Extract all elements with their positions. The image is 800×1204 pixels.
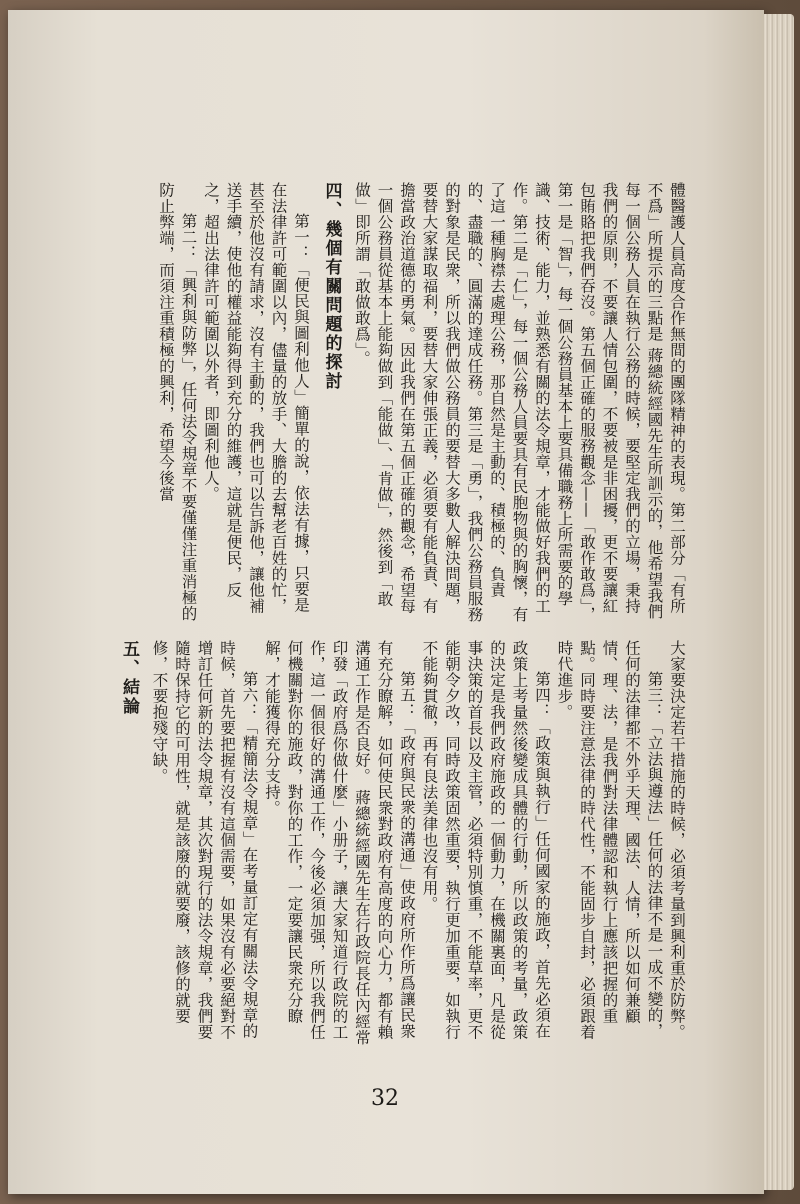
paragraph-lower-2: 第三：「立法與遵法」任何的法律不是一成不變的，任何的法律都不外乎天理、國法、人情，所以如何兼顧情、理、法，是我們對法律體認和執行上應該把握的重點。同時要注意法律的時代性，不能固步自封，必須跟着時代進步。 [555,640,664,1040]
section-heading-5: 五、結論 [119,640,139,716]
lower-text-block [88,640,688,1052]
paragraph-upper-3: 第二：「興利與防弊」，任何法令規章不要僅僅注重消極的防止弊端，而須注重積極的興利，希望今後當 [157,182,198,622]
paragraph-lower-4: 第五：「政府與民衆的溝通」使政府所作所爲讓民衆有充分瞭解，如何使民衆對政府有高度的向心力，都有賴溝通工作是否良好。 蔣總統經國先生在行政院長任內經常印發「政府爲你做什麼」小册子，讓大家知道行政院的工作，這一個很好的溝通工作，今後必須加强，所以我們任何機關對你的施政，對你的工作，一定要讓民衆充分瞭解，才能獲得充分支持。 [263,640,416,1046]
section-heading-4: 四、幾個有關問題的探討 [321,182,342,391]
paragraph-lower-5: 第六：「精簡法令規章」在考量訂定有關法令規章的時候，首先要把握有沒有這個需要，如果沒有必要絕對不增訂任何新的法令規章，其次對現行的法令規章，我們要隨時保持它的可用性，就是該廢的就要廢，該修的就要修，不要抱殘守缺。 [150,640,259,1040]
paragraph-lower-1: 大家要決定若干措施的時候，必須考量到興利重於防弊。 [668,640,686,1040]
paragraph-lower-3: 第四：「政策與執行」任何國家的施政，首先必須在政策上考量然後變成具體的行動，所以政策的考量，政策的決定是我們政府施政的一個動力，在機關裏面，凡是從事決策的首長以及主管，必須特別慎重，不能草率，更不能朝令夕改，同時政策固然重要，執行更加重要，如執行不能夠貫徹，再有良法美律也沒有用。 [420,640,551,1040]
page-edges [764,14,794,1190]
upper-text-block [72,182,688,626]
paragraph-upper-1: 體醫護人員高度合作無間的團隊精神的表現。第二部分「有所不爲」所提示的三點是 蔣總統經國先生所訓示的，他希望我們每一個公務人員在執行公務的時候，要堅定我們的立場，秉持我們的原則，不要讓人情包圍，不要被是非困擾，更不要讓紅包賄賂把我們吞沒。第五個正確的服務觀念——「敢作敢爲」，第一是「智」，每一個公務員基本上要具備職務上所需要的學識、技術、能力，並熟悉有關的法令規章，才能做好我們的工作。第二是「仁」，每一個公務人員要具有民胞物與的胸懷，有了這一種胸襟去處理公務，那自然是主動的、積極的、負責的、盡職的、圓滿的達成任務。第三是「勇」，我們公務員服務的對象是民衆，所以我們做公務員的要替大多數人解決問題，要替大家謀取福利，要替大家伸張正義，必須要有能負責、有擔當政治道德的勇氣。因此我們在第五個正確的觀念，希望每一個公務員從基本上能夠做到「能做」、「肯做」，然後到「敢做」即所謂「敢做敢爲」。 [353,182,686,623]
paragraph-upper-2: 第一：「便民與圖利他人」簡單的說，依法有據，只要是在法律許可範圍以內，儘量的放手、大膽的去幫老百姓的忙，甚至於他沒有請求，沒有主動的，我們也可以告訴他，讓他補送手續，使他的權益能夠得到充分的維護，這就是便民，反之，超出法律許可範圍以外者，即圖利他人。 [202,182,310,614]
page-number: 32 [371,1086,399,1111]
